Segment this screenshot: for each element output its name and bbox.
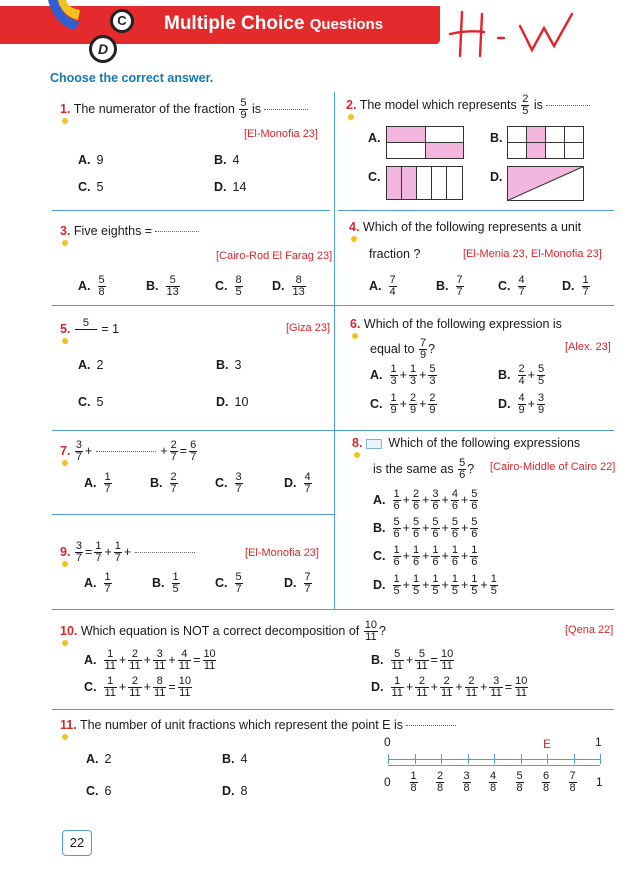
fraction: $\frac{2}{11}$ [440,675,453,699]
title-small: Questions [309,16,384,33]
nl-top-tick [441,754,442,764]
option-b[interactable]: B. $\frac{5}{6}$ + $\frac{5}{6}$ + $\frac{5}{6}$ + $\frac{5}{6}$ + $\frac{5}{6}$ [373,516,478,540]
option-a[interactable]: A. $\frac{1}{3}$ + $\frac{1}{3}$ + $\frac{5}{3}$ [370,363,436,387]
question-4: 4. Which of the following represents a unit [349,220,582,234]
option-b[interactable]: B. $\frac{2}{4}$ + $\frac{5}{5}$ [498,363,545,387]
fraction: $\frac{5}{6}$ [393,516,400,540]
question-6: 6. Which of the following expression is [350,317,562,331]
nl-bottom-label: 0 [384,775,391,789]
option-c[interactable]: C. $\frac{8}{5}$ [215,274,242,298]
option-b[interactable]: B. 4 [214,153,240,167]
source-q4: [El-Menia 23, El-Monofia 23] [463,248,602,260]
badge-d: D [89,35,117,63]
option-d[interactable]: D. $\frac{1}{11}$ + $\frac{2}{11}$ + $\frac{2}{11}$ + $\frac{2}{11}$ + $\frac{3}{11}$ = $\frac{10}{11}$ [371,675,528,699]
option-d[interactable]: D. 10 [216,395,249,409]
fraction: $\frac{1}{3}$ [409,363,417,387]
nl-bottom-label [541,771,551,794]
fraction: 5 [75,318,97,341]
fraction: $\frac{1}{6}$ [432,544,439,568]
fraction: $\frac{5}{9}$ [240,97,247,121]
question-11: 11. The number of unit fractions which represent the point E is [60,718,459,732]
fraction: $\frac{2}{9}$ [409,392,417,416]
nl-top-tick [468,754,469,764]
option-c[interactable]: C. $\frac{4}{7}$ [498,274,525,298]
page-number: 22 [62,830,92,856]
fraction: $\frac{2}{11}$ [129,648,141,672]
fraction: $\frac{5}{11}$ [391,648,403,672]
fraction: $\frac{2}{8}$ [437,770,444,794]
nl-bottom-label [409,771,419,794]
fraction: $\frac{1}{11}$ [391,675,403,699]
fraction: $\frac{10}{11}$ [178,675,191,699]
fraction: $\frac{2}{11}$ [416,675,428,699]
fraction: $\frac{1}{6}$ [412,544,420,568]
fraction: $\frac{4}{6}$ [451,488,458,512]
fraction: $\frac{7}{8}$ [569,770,576,794]
option-c-label[interactable]: C. [368,170,381,184]
column-divider [334,92,335,609]
question-10: 10. Which equation is NOT a correct decomposition of $\frac{10}{11}$ ? [60,619,386,643]
option-c[interactable]: C. $\frac{1}{9}$ + $\frac{2}{9}$ + $\frac{2}{9}$ [370,392,436,416]
fraction: $\frac{2}{4}$ [518,363,525,387]
question-6-line2: equal to $\frac{7}{9}$ ? [370,337,436,361]
fraction: $\frac{4}{11}$ [178,648,191,672]
option-a[interactable]: A. $\frac{1}{7}$ [84,471,111,495]
number-line [380,735,610,805]
option-a[interactable]: A. 2 [78,358,104,372]
question-5: 5. 5 = 1 [60,318,119,341]
fraction: $\frac{5}{6}$ [471,488,478,512]
fraction: $\frac{10}{11}$ [440,648,454,672]
option-c[interactable]: C. $\frac{1}{6}$ + $\frac{1}{6}$ + $\frac{1}{6}$ + $\frac{1}{6}$ + $\frac{1}{6}$ [373,544,478,568]
fraction: $\frac{1}{6}$ [471,544,478,568]
question-1: 1. The numerator of the fraction $\frac{5}{9}$ is [60,98,311,121]
option-d[interactable]: D. $\frac{4}{9}$ + $\frac{3}{9}$ [498,392,545,416]
option-b-label[interactable]: B. [490,131,503,145]
fraction: $\frac{2}{6}$ [412,488,420,512]
question-9: 9. $\frac{3}{7}$ = $\frac{1}{7}$ + $\frac{1}{7}$ + [60,541,198,564]
option-a[interactable]: A. $\frac{1}{7}$ [84,571,111,595]
divider [52,430,614,431]
header [0,0,442,57]
nl-bottom-label [515,771,525,794]
option-d[interactable]: D. $\frac{1}{7}$ [562,274,589,298]
fraction: $\frac{5}{3}$ [429,363,436,387]
nl-bottom-label: 1 [596,775,603,789]
option-c[interactable]: C. $\frac{3}{7}$ [215,471,242,495]
option-b[interactable]: B. $\frac{5}{13}$ [146,274,179,298]
nl-top-tick [521,754,522,764]
option-d[interactable]: D. $\frac{7}{7}$ [284,571,311,595]
fraction: $\frac{6}{8}$ [543,770,550,794]
option-a-label[interactable]: A. [368,131,381,145]
fraction: $\frac{3}{6}$ [432,488,439,512]
question-3: 3. Five eighths = [60,224,202,238]
source-q10: [Qena 22] [565,624,614,636]
fraction: $\frac{2}{11}$ [129,675,141,699]
source-q9: [El-Monofia 23] [245,547,319,559]
option-d-label[interactable]: D. [490,170,503,184]
fraction: $\frac{8}{11}$ [153,675,166,699]
nl-point-e-label: E [543,737,552,751]
handwritten-note-drawing [448,6,588,62]
question-8-line2: is the same as $\frac{5}{6}$ ? [373,457,475,481]
source-q5: [Giza 23] [286,322,331,334]
fraction: $\frac{3}{11}$ [153,648,166,672]
question-8: 8. Which of the following expressions [352,436,581,450]
fraction: $\frac{1}{5}$ [432,573,439,597]
fraction: $\frac{1}{9}$ [390,392,397,416]
fraction: $\frac{1}{5}$ [412,573,420,597]
question-4-line2: fraction ? [369,247,421,261]
fraction: $\frac{1}{5}$ [451,573,458,597]
nl-top-tick [388,754,389,764]
nl-top-tick [415,754,416,764]
fraction: $\frac{1}{6}$ [451,544,458,568]
instruction: Choose the correct answer. [50,71,214,85]
option-b[interactable]: B. $\frac{5}{11}$ + $\frac{5}{11}$ = $\frac{10}{11}$ [371,648,454,672]
fraction: $\frac{4}{8}$ [490,770,497,794]
fraction: $\frac{1}{11}$ [104,648,116,672]
divider [52,210,330,211]
fraction: $\frac{2}{9}$ [429,392,436,416]
fraction: $\frac{1}{5}$ [471,573,478,597]
book-icon [366,439,382,449]
fraction: $\frac{1}{3}$ [390,363,397,387]
option-b[interactable]: B. $\frac{1}{5}$ [152,571,179,595]
option-a[interactable]: A. $\frac{1}{6}$ + $\frac{2}{6}$ + $\frac{3}{6}$ + $\frac{4}{6}$ + $\frac{5}{6}$ [373,488,478,512]
question-2: 2. The model which represents $\frac{2}{5}$ is [346,94,593,117]
fraction: $\frac{1}{5}$ [490,573,497,597]
nl-bottom-label [488,771,498,794]
option-a[interactable]: A. $\frac{5}{8}$ [78,274,105,298]
fraction: $\frac{5}{6}$ [471,516,478,540]
fraction: $\frac{3}{9}$ [537,392,545,416]
fraction: $\frac{3}{8}$ [463,770,470,794]
option-a[interactable]: A. 9 [78,153,104,167]
source-q8: [Cairo-Middle of Cairo 22] [490,461,616,473]
model-d[interactable] [507,166,584,201]
option-b[interactable]: B. 3 [216,358,242,372]
fraction: $\frac{4}{9}$ [518,392,525,416]
source-q6: [Alex. 23] [565,341,611,353]
source-q1: [El-Monofia 23] [244,128,318,140]
source-q3: [Cairo-Rod El Farag 23] [216,250,333,262]
option-c[interactable]: C. $\frac{5}{7}$ [215,571,242,595]
nl-bottom-line [388,765,600,766]
nl-top-tick [574,754,575,764]
divider [52,514,334,515]
option-a[interactable]: A. $\frac{7}{4}$ [369,274,396,298]
divider [52,709,614,710]
option-c[interactable]: C. 5 [78,180,104,194]
option-d[interactable]: D. $\frac{8}{13}$ [272,274,305,298]
fraction: $\frac{5}{5}$ [537,363,545,387]
fraction: $\frac{5}{6}$ [412,516,420,540]
option-d[interactable]: D. $\frac{1}{5}$ + $\frac{1}{5}$ + $\frac{1}{5}$ + $\frac{1}{5}$ + $\frac{1}{5}$ + $\frac{1}{5}$ [373,573,497,597]
fraction: $\frac{5}{11}$ [416,648,428,672]
option-d[interactable]: D. 8 [222,784,248,798]
nl-top-tick [547,754,548,764]
fraction: $\frac{3}{11}$ [490,675,502,699]
fraction: $\frac{5}{8}$ [516,770,523,794]
fraction: $\frac{1}{11}$ [104,675,116,699]
page-title [164,13,383,35]
nl-bottom-label [462,771,472,794]
fraction: $\frac{1}{8}$ [410,770,417,794]
fraction: $\frac{5}{6}$ [432,516,439,540]
question-7: 7. $\frac{3}{7}$ + + $\frac{2}{7}$ = $\frac{6}{7}$ [60,439,197,463]
option-a[interactable]: A. $\frac{1}{11}$ + $\frac{2}{11}$ + $\frac{3}{11}$ + $\frac{4}{11}$ = $\frac{10}{11}$ [84,648,216,672]
option-b[interactable]: B. $\frac{7}{7}$ [436,274,463,298]
nl-top-tick [600,754,601,764]
decorative-swoosh-icon [44,0,80,34]
divider [52,305,614,306]
fraction: $\frac{10}{11}$ [515,675,528,699]
option-b[interactable]: B. $\frac{2}{7}$ [150,471,177,495]
divider [52,609,614,610]
fraction: $\frac{1}{6}$ [393,488,400,512]
nl-bottom-label [435,771,445,794]
option-c[interactable]: C. 5 [78,395,104,409]
nl-top-end: 1 [595,735,602,749]
option-d[interactable]: D. 14 [214,180,247,194]
badge-c: C [110,9,134,33]
option-c[interactable]: C. $\frac{1}{11}$ + $\frac{2}{11}$ + $\frac{8}{11}$ = $\frac{10}{11}$ [84,675,191,699]
nl-top-tick [494,754,495,764]
fraction: $\frac{2}{11}$ [465,675,478,699]
divider [338,210,614,211]
option-a[interactable]: A. 2 [86,752,112,766]
option-c[interactable]: C. 6 [86,784,112,798]
fraction: $\frac{5}{6}$ [451,516,458,540]
fraction: $\frac{1}{5}$ [393,573,400,597]
fraction: $\frac{1}{6}$ [393,544,400,568]
nl-bottom-label [568,771,578,794]
fraction: $\frac{10}{11}$ [203,648,216,672]
option-d[interactable]: D. $\frac{4}{7}$ [284,471,311,495]
fraction: $\frac{2}{5}$ [522,93,529,117]
option-b[interactable]: B. 4 [222,752,248,766]
title-main: Multiple Choice [164,13,305,34]
nl-top-start: 0 [384,735,391,749]
